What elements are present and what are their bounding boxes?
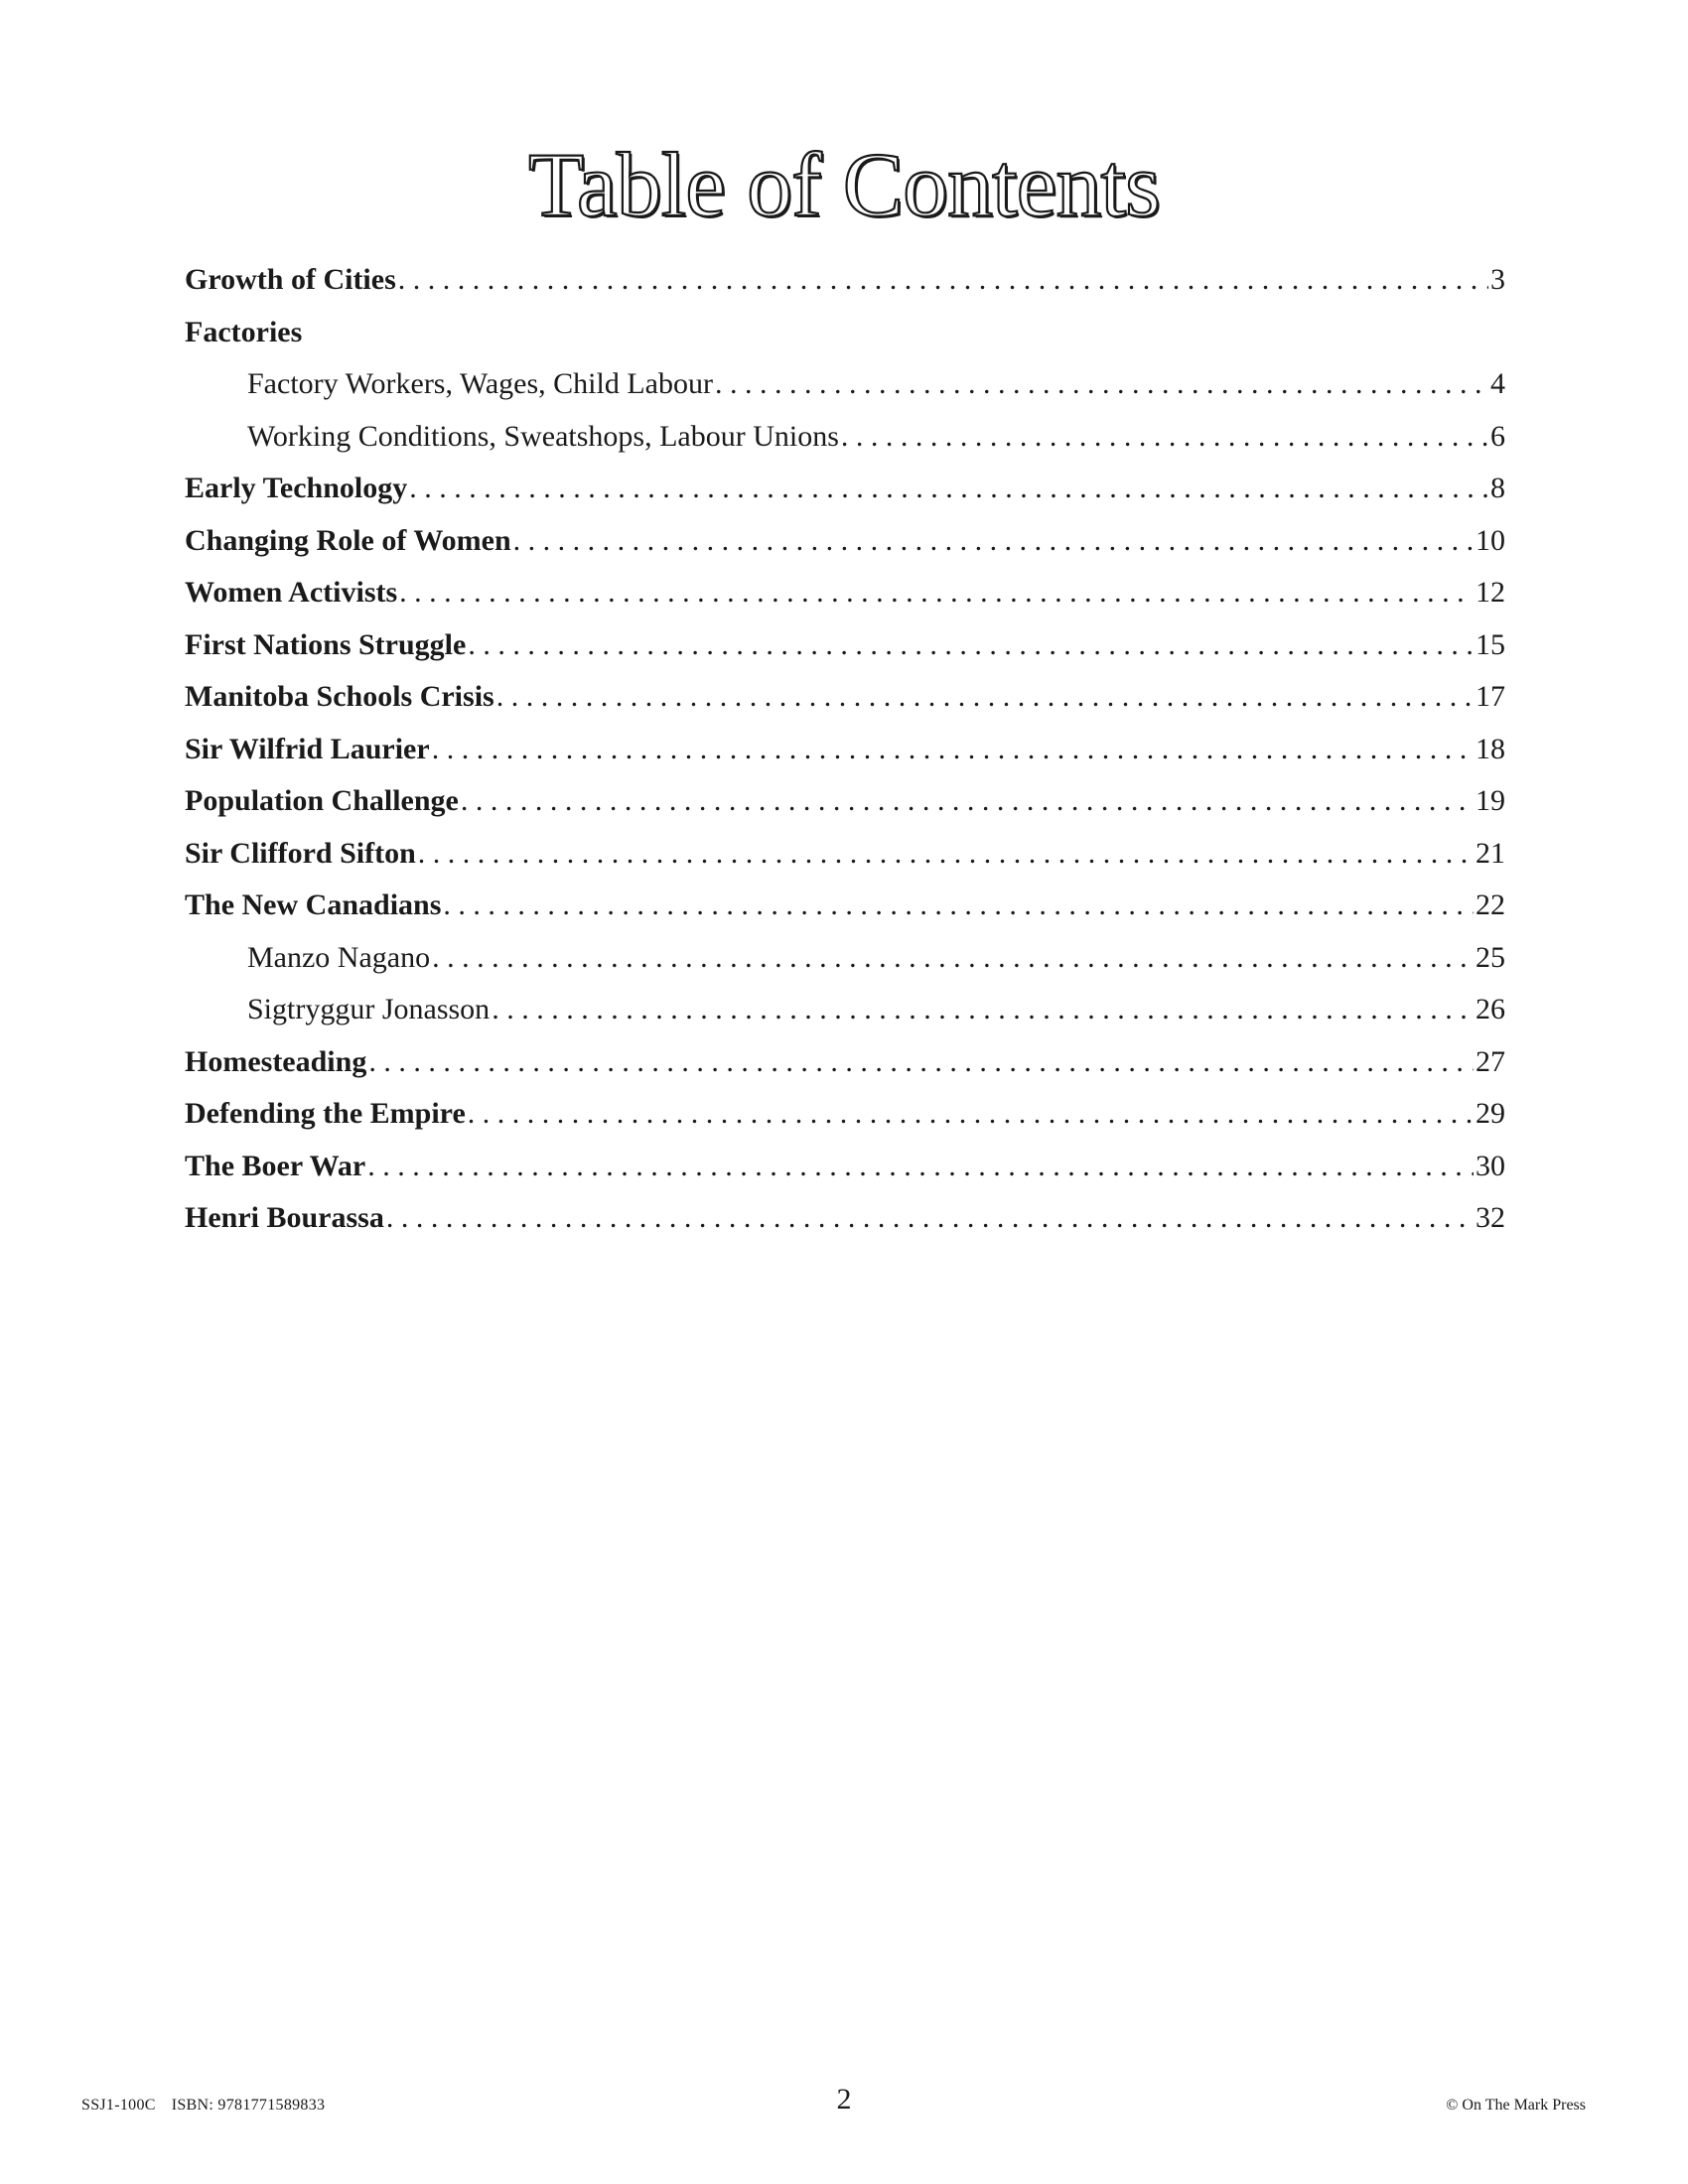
- toc-dot-leader: [513, 515, 1474, 568]
- toc-entry-page: 29: [1476, 1097, 1505, 1130]
- toc-entry-page: 26: [1476, 993, 1505, 1025]
- page-footer: [0, 2083, 1688, 2128]
- toc-entry-title: Manitoba Schools Crisis: [185, 680, 494, 713]
- toc-entry-title: Factory Workers, Wages, Child Labour: [247, 367, 713, 400]
- toc-entry[interactable]: [185, 932, 1505, 985]
- toc-entry[interactable]: [185, 307, 1505, 359]
- toc-entry[interactable]: [185, 515, 1505, 568]
- page-title: Table of Contents: [528, 134, 1160, 235]
- toc-entry[interactable]: [185, 775, 1505, 828]
- toc-entry-title: Defending the Empire: [185, 1097, 466, 1130]
- toc-dot-leader: [468, 1088, 1474, 1141]
- toc-entry-title: Factories: [185, 315, 303, 348]
- toc-entry-page: 19: [1476, 784, 1505, 817]
- page-number: 2: [836, 2083, 852, 2116]
- toc-dot-leader: [399, 567, 1474, 619]
- toc-entry-page: 17: [1476, 680, 1505, 713]
- toc-entry-page: 8: [1490, 472, 1505, 504]
- toc-dot-leader: [418, 828, 1474, 881]
- toc-dot-leader: [367, 1141, 1474, 1193]
- toc-entry-title: Sir Wilfrid Laurier: [185, 732, 430, 765]
- toc-entry-page: 12: [1476, 576, 1505, 609]
- toc-dot-leader: [461, 775, 1474, 828]
- toc-dot-leader: [715, 358, 1488, 411]
- toc-dot-leader: [468, 619, 1474, 672]
- toc-entry-title: The Boer War: [185, 1149, 366, 1182]
- table-of-contents: [185, 254, 1505, 1245]
- toc-entry-title: The New Canadians: [185, 888, 442, 921]
- toc-entry[interactable]: [185, 411, 1505, 464]
- toc-entry-title: Population Challenge: [185, 784, 459, 817]
- toc-entry-page: 3: [1490, 263, 1505, 296]
- toc-entry[interactable]: [185, 671, 1505, 724]
- toc-entry[interactable]: [185, 463, 1505, 515]
- toc-dot-leader: [398, 254, 1488, 307]
- toc-entry[interactable]: [185, 358, 1505, 411]
- toc-entry[interactable]: [185, 1036, 1505, 1089]
- toc-entry-page: 25: [1476, 940, 1505, 974]
- toc-entry[interactable]: [185, 567, 1505, 619]
- isbn: ISBN: 9781771589833: [171, 2097, 326, 2114]
- toc-entry[interactable]: [185, 828, 1505, 881]
- toc-entry-page: 22: [1476, 888, 1505, 921]
- toc-dot-leader: [368, 1036, 1474, 1089]
- toc-entry-page: 4: [1490, 367, 1505, 400]
- toc-entry-title: Growth of Cities: [185, 263, 396, 296]
- toc-entry-page: 10: [1476, 523, 1505, 557]
- toc-dot-leader: [432, 932, 1474, 985]
- toc-dot-leader: [386, 1192, 1474, 1245]
- toc-entry-title: Working Conditions, Sweatshops, Labour Unions: [247, 419, 839, 453]
- toc-entry[interactable]: [185, 724, 1505, 776]
- toc-dot-leader: [841, 411, 1488, 464]
- toc-entry-title: Sir Clifford Sifton: [185, 836, 416, 870]
- toc-entry[interactable]: [185, 1088, 1505, 1141]
- toc-entry-page: 6: [1490, 419, 1505, 453]
- toc-dot-leader: [432, 724, 1474, 776]
- toc-entry[interactable]: [185, 880, 1505, 932]
- toc-entry-title: Early Technology: [185, 472, 408, 504]
- toc-entry-page: 27: [1476, 1044, 1505, 1078]
- toc-entry-title: Changing Role of Women: [185, 523, 511, 557]
- toc-entry-title: First Nations Struggle: [185, 627, 467, 661]
- toc-entry[interactable]: [185, 619, 1505, 672]
- toc-dot-leader: [492, 984, 1474, 1036]
- toc-entry-title: Sigtryggur Jonasson: [247, 993, 491, 1025]
- toc-dot-leader: [409, 463, 1488, 515]
- toc-entry-page: 18: [1476, 732, 1505, 765]
- toc-entry-title: Henri Bourassa: [185, 1201, 384, 1234]
- toc-entry[interactable]: [185, 1141, 1505, 1193]
- toc-dot-leader: [443, 880, 1474, 932]
- toc-entry-title: Manzo Nagano: [247, 940, 431, 974]
- toc-entry-page: 21: [1476, 836, 1505, 870]
- toc-entry-title: Women Activists: [185, 576, 398, 609]
- toc-entry[interactable]: [185, 984, 1505, 1036]
- toc-entry-page: 30: [1476, 1149, 1505, 1182]
- toc-entry[interactable]: [185, 1192, 1505, 1245]
- toc-dot-leader: [496, 671, 1474, 724]
- toc-entry-page: 15: [1476, 627, 1505, 661]
- product-code: SSJ1-100C: [81, 2097, 156, 2114]
- toc-entry-page: 32: [1476, 1201, 1505, 1234]
- copyright-notice: © On The Mark Press: [1446, 2097, 1586, 2114]
- toc-entry-title: Homesteading: [185, 1044, 367, 1078]
- toc-entry[interactable]: [185, 254, 1505, 307]
